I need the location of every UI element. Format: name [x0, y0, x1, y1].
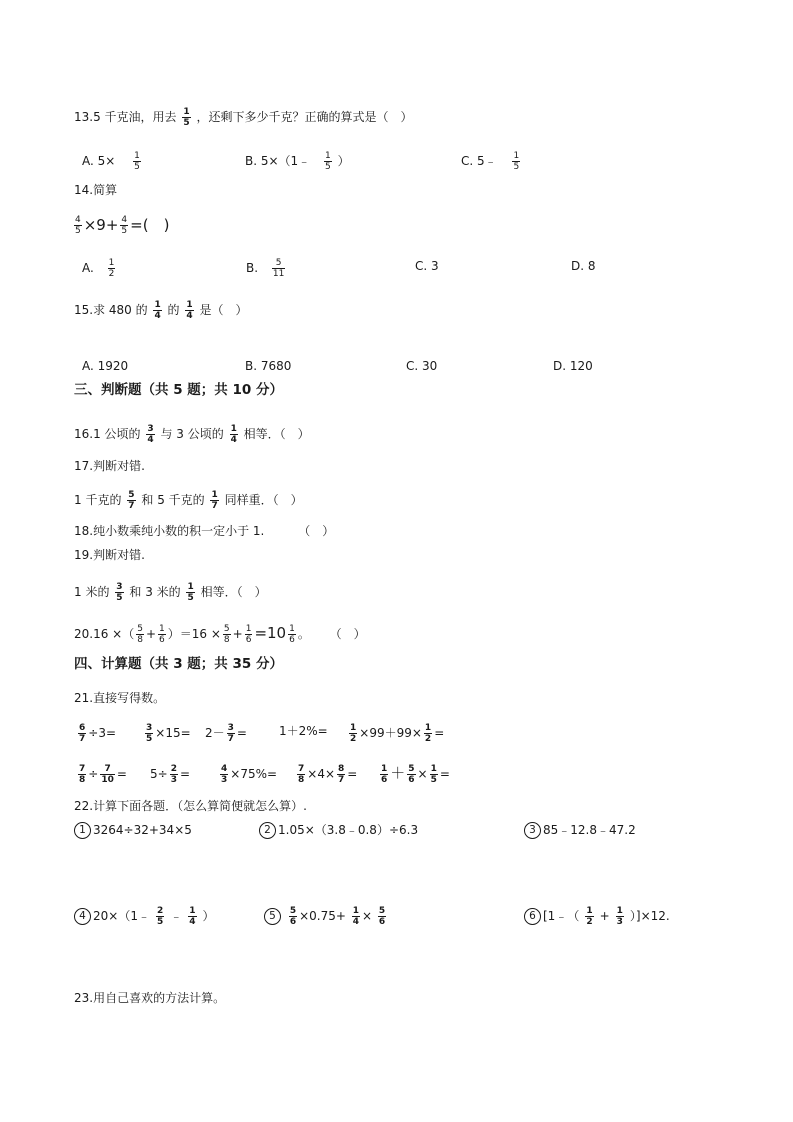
- q13-stem-a: 13.5 千克油，用去: [74, 110, 177, 124]
- question-17: 1 千克的 $\frac{5}{7}$ 和 5 千克的 $\frac{1}{7}$ 同样重．（ ）: [74, 490, 303, 511]
- q21-item: $\frac{7}{8}$ ÷ $\frac{7}{10}$ =: [79, 764, 127, 785]
- fraction: $\frac{3}{4}$: [147, 424, 154, 445]
- fraction: $\frac{1}{4}$: [186, 300, 193, 321]
- q21-item: $\frac{6}{7}$ ÷3=: [79, 723, 117, 744]
- q21-title: 21.直接写得数。: [74, 691, 166, 705]
- q19-title: 19.判断对错.: [74, 548, 145, 562]
- q22-item-2: 2 1.05×（3.8﹣0.8）÷6.3: [259, 822, 418, 839]
- q22-item-5: 5 $\frac{5}{6}$ ×0.75+ $\frac{1}{4}$ × $\frac{5}{6}$: [264, 906, 388, 927]
- section-4-heading: 四、计算题（共 3 题；共 35 分）: [74, 656, 283, 672]
- fraction: $\frac{5}{11}$: [272, 258, 285, 279]
- circled-number: 4: [74, 908, 91, 925]
- fraction: $\frac{1}{5}$: [134, 151, 140, 172]
- q17-title: 17.判断对错.: [74, 459, 145, 473]
- q21-item: 5÷ $\frac{2}{3}$ =: [150, 764, 191, 785]
- q21-item: 1＋2%=: [279, 724, 328, 738]
- fraction: $\frac{1}{5}$: [187, 582, 194, 603]
- fraction: $\frac{1}{5}$: [513, 151, 520, 172]
- q13-stem-b: ，还剩下多少千克？正确的算式是（ ）: [196, 110, 413, 124]
- q15-option-d[interactable]: D. 120: [553, 359, 593, 373]
- q23-title: 23.用自己喜欢的方法计算。: [74, 991, 226, 1005]
- q13-option-a[interactable]: A. 5× $\frac{1}{5}$: [82, 151, 140, 172]
- fraction: $\frac{1}{5}$: [183, 107, 190, 128]
- q15-option-c[interactable]: C. 30: [406, 359, 438, 373]
- circled-number: 3: [524, 822, 541, 839]
- q21-item: $\frac{7}{8}$ ×4× $\frac{8}{7}$ =: [298, 764, 358, 785]
- question-19: 1 米的 $\frac{3}{5}$ 和 3 米的 $\frac{1}{5}$ 相等．（ ）: [74, 582, 267, 603]
- circled-number: 5: [264, 908, 281, 925]
- fraction: $\frac{4}{5}$: [75, 215, 81, 236]
- question-16: 16.1 公顷的 $\frac{3}{4}$ 与 3 公顷的 $\frac{1}{4}$ 相等．（ ）: [74, 424, 310, 445]
- q21-item: $\frac{1}{2}$ ×99＋99× $\frac{1}{2}$ =: [350, 723, 445, 744]
- section-3-heading: 三、判断题（共 5 题；共 10 分）: [74, 382, 283, 398]
- q14-option-a[interactable]: A. $\frac{1}{2}$: [82, 258, 115, 279]
- fraction: $\frac{1}{5}$: [325, 151, 331, 172]
- q22-item-3: 3 85﹣12.8﹣47.2: [524, 822, 636, 839]
- fraction: $\frac{1}{7}$: [211, 490, 218, 511]
- q14-option-d[interactable]: D. 8: [571, 259, 596, 273]
- q14-option-c[interactable]: C. 3: [415, 259, 439, 273]
- q14-option-b[interactable]: B. $\frac{5}{11}$: [246, 258, 285, 279]
- q22-item-6: 6 [1﹣（ $\frac{1}{2}$ + $\frac{1}{3}$ ）]×12.: [524, 906, 670, 927]
- question-18: 18.纯小数乘纯小数的积一定小于 1. （ ）: [74, 524, 335, 538]
- q22-item-1: 1 3264÷32+34×5: [74, 822, 192, 839]
- q21-item: $\frac{4}{3}$ ×75%=: [221, 764, 278, 785]
- q22-title: 22.计算下面各题．（怎么算简便就怎么算）.: [74, 799, 307, 813]
- fraction: $\frac{5}{8}$: [223, 624, 230, 645]
- q15-option-b[interactable]: B. 7680: [245, 359, 292, 373]
- fraction: $\frac{3}{5}$: [116, 582, 123, 603]
- circled-number: 1: [74, 822, 91, 839]
- circled-number: 2: [259, 822, 276, 839]
- question-13: [74, 107, 412, 128]
- fraction: $\frac{1}{2}$: [108, 258, 115, 279]
- q21-item: 2－ $\frac{3}{7}$ =: [205, 723, 247, 744]
- fraction: $\frac{5}{7}$: [128, 490, 135, 511]
- fraction: $\frac{1}{6}$: [289, 624, 295, 645]
- q14-title: 14.简算: [74, 183, 118, 197]
- q14-expression: $\frac{4}{5}$ ×9+ $\frac{4}{5}$ =( ): [75, 215, 170, 236]
- fraction: $\frac{1}{6}$: [245, 624, 252, 645]
- answer-paren: （ ）: [329, 627, 366, 641]
- q13-option-b[interactable]: B. 5×（1﹣ $\frac{1}{5}$ ）: [245, 151, 350, 172]
- q21-item: $\frac{3}{5}$ ×15=: [146, 723, 191, 744]
- question-20: 20.16 ×（ $\frac{5}{8}$ + $\frac{1}{6}$ ）＝16 × $\frac{5}{8}$ + $\frac{1}{6}$ =10 $\frac{1}{6}$ 。 （ ）: [74, 624, 366, 645]
- q15-option-a[interactable]: A. 1920: [82, 359, 129, 373]
- answer-paren: （ ）: [298, 524, 335, 538]
- question-15: 15.求 480 的 $\frac{1}{4}$ 的 $\frac{1}{4}$ 是（ ）: [74, 300, 248, 321]
- fraction: $\frac{1}{4}$: [154, 300, 161, 321]
- circled-number: 6: [524, 908, 541, 925]
- fraction: $\frac{1}{4}$: [230, 424, 237, 445]
- q13-option-c[interactable]: C. 5﹣ $\frac{1}{5}$: [461, 151, 520, 172]
- fraction: $\frac{5}{8}$: [137, 624, 143, 645]
- q21-item: $\frac{1}{6}$ ＋ $\frac{5}{6}$ × $\frac{1}{5}$ =: [381, 764, 450, 785]
- fraction: $\frac{1}{6}$: [159, 624, 165, 645]
- fraction: $\frac{4}{5}$: [121, 215, 128, 236]
- q22-item-4: 4 20×（1﹣ $\frac{2}{5}$ ﹣ $\frac{1}{4}$ ）: [74, 906, 215, 927]
